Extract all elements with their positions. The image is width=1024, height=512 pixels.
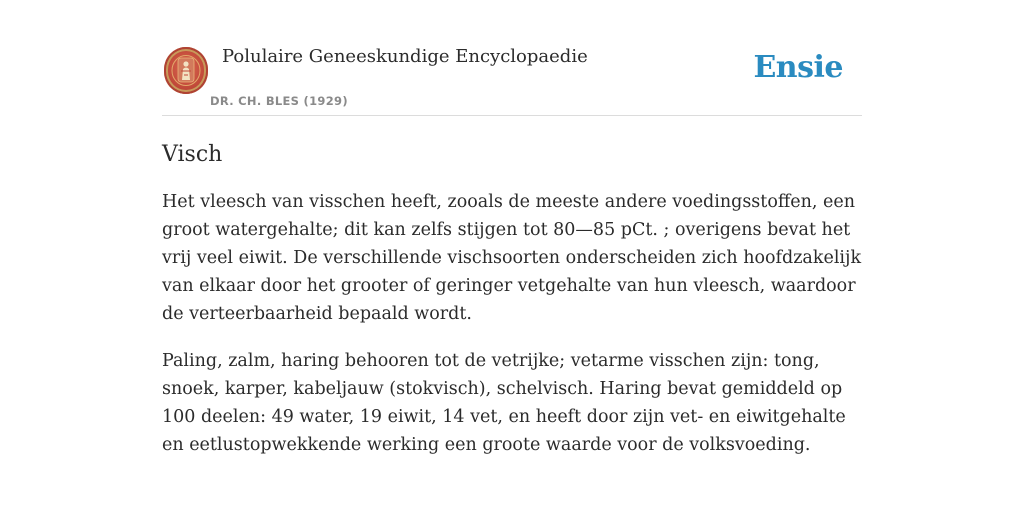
book-cover-icon[interactable] [164, 47, 208, 94]
page-container [162, 40, 862, 459]
entry-paragraph: Het vleesch van visschen heeft, zooals de meeste andere voedingsstoffen, een groot watergehalte; dit kan zelfs stijgen tot 80—85 pCt. ; overigens bevat het vrij veel eiwit. De verschillende vischsoorten onderscheiden zich hoofdzakelijk van elkaar door het grooter of geringer vetgehalte van hun vleesch, waardoor de verteerbaarheid bepaald wordt. [162, 192, 862, 324]
header [162, 40, 862, 116]
brand-logo[interactable]: Ensie [753, 50, 843, 85]
entry-title: Visch [162, 142, 223, 167]
book-author: DR. CH. BLES (1929) [210, 94, 348, 108]
entry-paragraph: Paling, zalm, haring behooren tot de vetrijke; vetarme visschen zijn: tong, snoek, karper, kabeljauw (stokvisch), schelvisch. Haring bevat gemiddeld op 100 deelen: 49 water, 19 eiwit, 14 vet, en heeft door zijn vet- en eiwitgehalte en eetlustopwekkende werking een groote waarde voor de volksvoeding. [162, 351, 846, 455]
book-title[interactable]: Polulaire Geneeskundige Encyclopaedie [222, 46, 588, 67]
